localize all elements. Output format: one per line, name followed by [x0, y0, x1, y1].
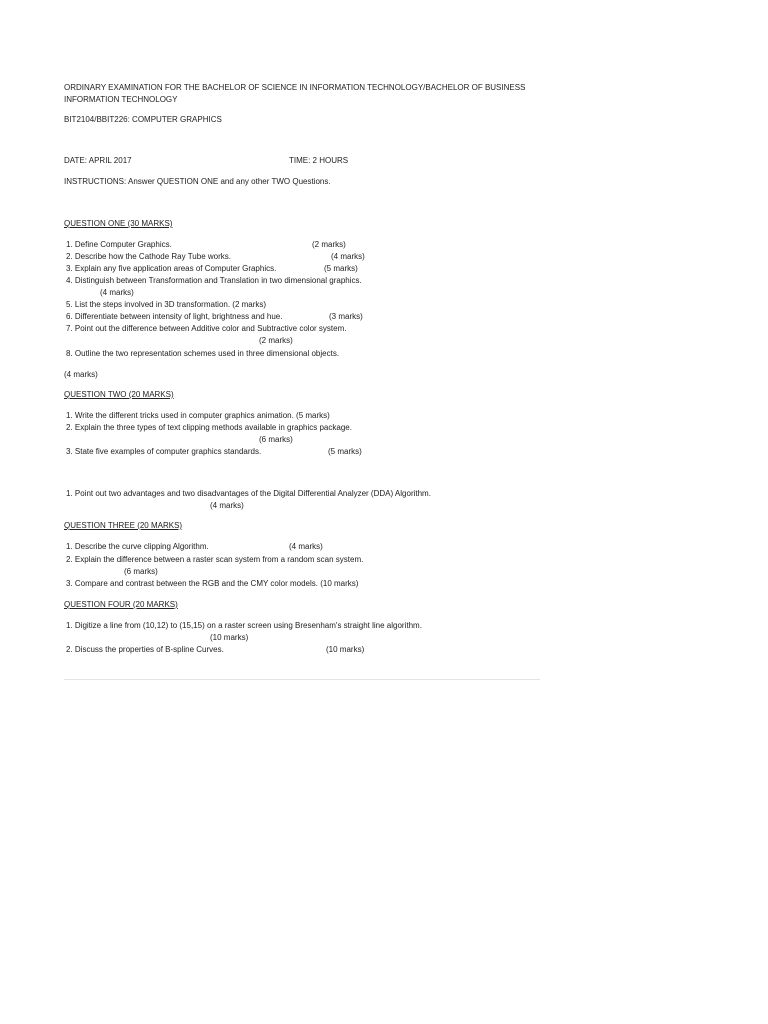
- item-marks: (4 marks): [64, 370, 98, 379]
- item-marks: (6 marks): [259, 435, 293, 444]
- instructions: INSTRUCTIONS: Answer QUESTION ONE and any other TWO Questions.: [64, 177, 331, 186]
- exam-title-line-2: INFORMATION TECHNOLOGY: [64, 95, 178, 104]
- item-marks: (4 marks): [289, 542, 323, 551]
- list-item: 3. Explain any five application areas of Computer Graphics.: [66, 264, 277, 273]
- list-item: 1. Point out two advantages and two disadvantages of the Digital Differential Analyzer (DDA) Algorithm.: [66, 489, 431, 498]
- list-item: 8. Outline the two representation schemes used in three dimensional objects.: [66, 349, 340, 358]
- item-marks: (5 marks): [328, 447, 362, 456]
- list-item: 7. Point out the difference between Additive color and Subtractive color system.: [66, 324, 347, 333]
- divider: [64, 679, 540, 680]
- question-one-heading: QUESTION ONE (30 MARKS): [64, 219, 173, 228]
- item-marks: (4 marks): [331, 252, 365, 261]
- list-item: 1. Define Computer Graphics.: [66, 240, 172, 249]
- list-item: 2. Describe how the Cathode Ray Tube works.: [66, 252, 231, 261]
- course-code: BIT2104/BBIT226: COMPUTER GRAPHICS: [64, 115, 222, 124]
- item-marks: (5 marks): [324, 264, 358, 273]
- item-marks: (6 marks): [124, 567, 158, 576]
- list-item: 3. State five examples of computer graphics standards.: [66, 447, 262, 456]
- list-item: 4. Distinguish between Transformation and Translation in two dimensional graphics.: [66, 276, 362, 285]
- item-marks: (2 marks): [259, 336, 293, 345]
- list-item: 2. Explain the three types of text clipping methods available in graphics package.: [66, 423, 352, 432]
- list-item: 6. Differentiate between intensity of light, brightness and hue.: [66, 312, 283, 321]
- list-item: 5. List the steps involved in 3D transformation. (2 marks): [66, 300, 267, 309]
- list-item: 1. Describe the curve clipping Algorithm.: [66, 542, 209, 551]
- item-marks: (4 marks): [210, 501, 244, 510]
- list-item: 2. Discuss the properties of B-spline Curves.: [66, 645, 224, 654]
- question-two-heading: QUESTION TWO (20 MARKS): [64, 390, 174, 399]
- question-three-heading: QUESTION THREE (20 MARKS): [64, 521, 183, 530]
- item-marks: (4 marks): [100, 288, 134, 297]
- exam-title-line-1: ORDINARY EXAMINATION FOR THE BACHELOR OF SCIENCE IN INFORMATION TECHNOLOGY/BACHELOR OF BUSINESS: [64, 83, 526, 92]
- list-item: 3. Compare and contrast between the RGB and the CMY color models. (10 marks): [66, 579, 359, 588]
- item-marks: (10 marks): [326, 645, 365, 654]
- exam-date: DATE: APRIL 2017: [64, 156, 132, 165]
- item-marks: (3 marks): [329, 312, 363, 321]
- question-four-heading: QUESTION FOUR (20 MARKS): [64, 600, 178, 609]
- list-item: 2. Explain the difference between a raster scan system from a random scan system.: [66, 555, 364, 564]
- exam-time: TIME: 2 HOURS: [289, 156, 349, 165]
- list-item: 1. Digitize a line from (10,12) to (15,15) on a raster screen using Bresenham's straight line algorithm.: [66, 621, 422, 630]
- list-item: 1. Write the different tricks used in computer graphics animation. (5 marks): [66, 411, 330, 420]
- item-marks: (2 marks): [312, 240, 346, 249]
- item-marks: (10 marks): [210, 633, 249, 642]
